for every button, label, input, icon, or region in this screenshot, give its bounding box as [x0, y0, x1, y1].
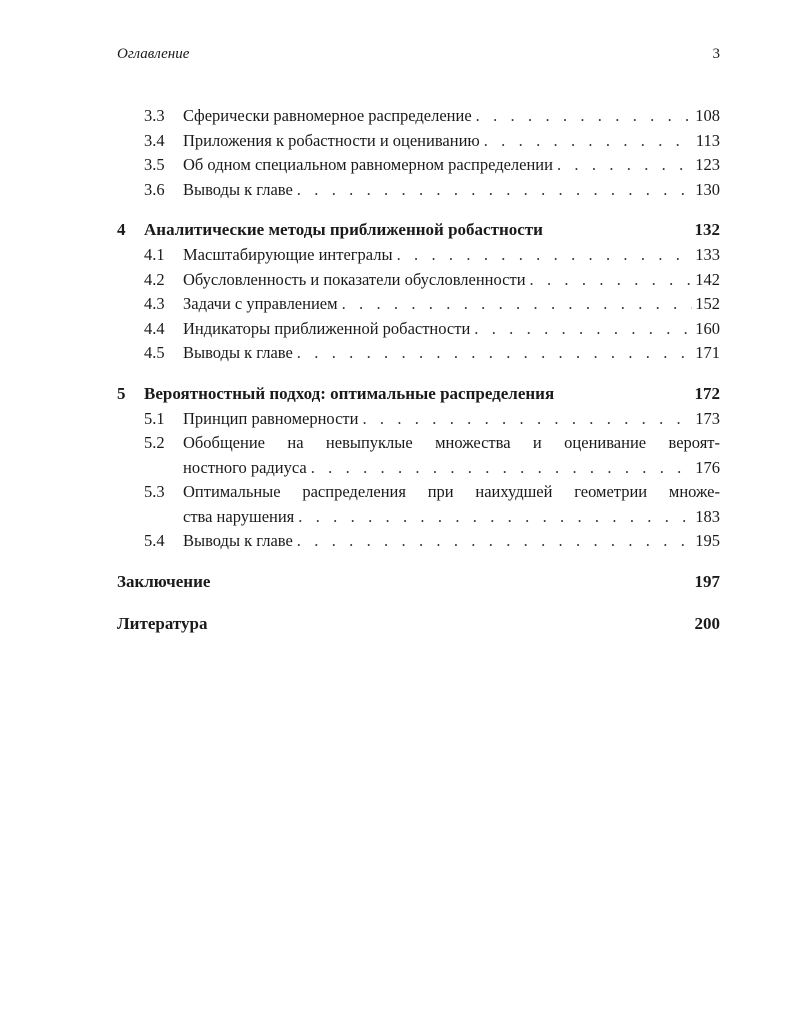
dot-leader — [311, 456, 693, 481]
dot-leader — [484, 129, 693, 154]
toc-entry-5-1[interactable] — [117, 407, 720, 432]
section-title-line-1: Оптимальные распределения при наихудшей геометрии множе- — [183, 482, 720, 502]
dot-leader — [530, 268, 693, 293]
references-title: Литература — [117, 614, 208, 634]
conclusion-page: 197 — [694, 571, 720, 591]
section-title: Сферически равномерное распределение — [183, 106, 472, 125]
references-page: 200 — [694, 614, 720, 634]
chapter-title: Вероятностный подход: оптимальные распределения — [144, 383, 555, 403]
section-title: Обусловленность и показатели обусловленности — [183, 269, 526, 289]
toc-entry-3-3[interactable] — [117, 104, 720, 129]
dot-leader — [298, 505, 692, 530]
section-number: 5.3 — [144, 482, 165, 502]
section-title: Выводы к главе — [183, 343, 293, 363]
table-of-contents — [117, 104, 720, 637]
dot-leader — [557, 153, 692, 178]
toc-entry-3-5[interactable] — [117, 153, 720, 178]
section-title: Индикаторы приближенной робастности — [183, 318, 471, 338]
toc-entry-4-5[interactable] — [117, 341, 720, 366]
dot-leader — [397, 243, 693, 268]
section-number: 4.3 — [144, 294, 165, 314]
section-page: 176 — [695, 457, 720, 477]
section-title: Выводы к главе — [183, 179, 293, 199]
section-number: 5.4 — [144, 531, 165, 551]
toc-entry-5-3[interactable] — [117, 480, 720, 529]
chapter-page: 132 — [694, 220, 720, 240]
section-title: Об одном специальном равномерном распределении — [183, 155, 553, 175]
toc-entry-3-6[interactable] — [117, 178, 720, 203]
toc-entry-5-4[interactable] — [117, 529, 720, 554]
section-title: Масштабирующие интегралы — [183, 244, 393, 264]
section-title-line-1: Обобщение на невыпуклые множества и оценивание вероят- — [183, 433, 720, 453]
section-page: 108 — [695, 106, 720, 125]
running-head — [117, 46, 720, 66]
section-number: 5.2 — [144, 433, 165, 453]
conclusion-title: Заключение — [117, 571, 211, 591]
section-page: 173 — [695, 408, 720, 428]
section-page: 152 — [695, 294, 720, 314]
toc-entry-5-2[interactable] — [117, 431, 720, 480]
dot-leader — [474, 317, 692, 342]
chapter-number: 5 — [117, 383, 126, 403]
section-page: 142 — [695, 269, 720, 289]
running-head-page-number: 3 — [712, 46, 720, 62]
toc-entry-4-2[interactable] — [117, 268, 720, 293]
section-number: 4.5 — [144, 343, 165, 363]
section-page: 123 — [695, 155, 720, 175]
toc-references[interactable] — [117, 612, 720, 637]
section-page: 130 — [695, 179, 720, 199]
toc-entry-4-3[interactable] — [117, 292, 720, 317]
section-page: 113 — [695, 130, 720, 150]
section-number: 3.6 — [144, 179, 165, 199]
section-number: 3.5 — [144, 155, 165, 175]
section-number: 4.1 — [144, 244, 165, 264]
toc-chapter-5[interactable] — [117, 382, 720, 407]
toc-entry-3-4[interactable] — [117, 129, 720, 154]
chapter-number: 4 — [117, 220, 126, 240]
section-title-line-2: ностного радиуса — [183, 457, 307, 477]
toc-entry-4-4[interactable] — [117, 317, 720, 342]
section-number: 4.4 — [144, 318, 165, 338]
toc-conclusion[interactable] — [117, 570, 720, 595]
section-number: 5.1 — [144, 408, 165, 428]
section-title: Задачи с управлением — [183, 294, 338, 314]
section-title: Принцип равномерности — [183, 408, 359, 428]
running-head-title: Оглавление — [117, 46, 190, 62]
dot-leader — [476, 104, 693, 129]
toc-chapter-4[interactable] — [117, 218, 720, 243]
dot-leader — [297, 178, 692, 203]
toc-entry-4-1[interactable] — [117, 243, 720, 268]
section-title: Выводы к главе — [183, 531, 293, 551]
section-page: 160 — [695, 318, 720, 338]
section-page: 195 — [695, 531, 720, 551]
section-number: 4.2 — [144, 269, 165, 289]
section-number: 3.4 — [144, 130, 165, 150]
section-number: 3.3 — [144, 106, 165, 125]
dot-leader — [297, 529, 692, 554]
section-page: 171 — [695, 343, 720, 363]
dot-leader — [297, 341, 692, 366]
chapter-page: 172 — [694, 383, 720, 403]
dot-leader — [342, 292, 693, 317]
section-title: Приложения к робастности и оцениванию — [183, 130, 480, 150]
section-title-line-2: ства нарушения — [183, 506, 295, 526]
section-page: 183 — [695, 506, 720, 526]
chapter-title: Аналитические методы приближенной робастности — [144, 220, 543, 240]
section-page: 133 — [695, 244, 720, 264]
dot-leader — [362, 407, 692, 432]
